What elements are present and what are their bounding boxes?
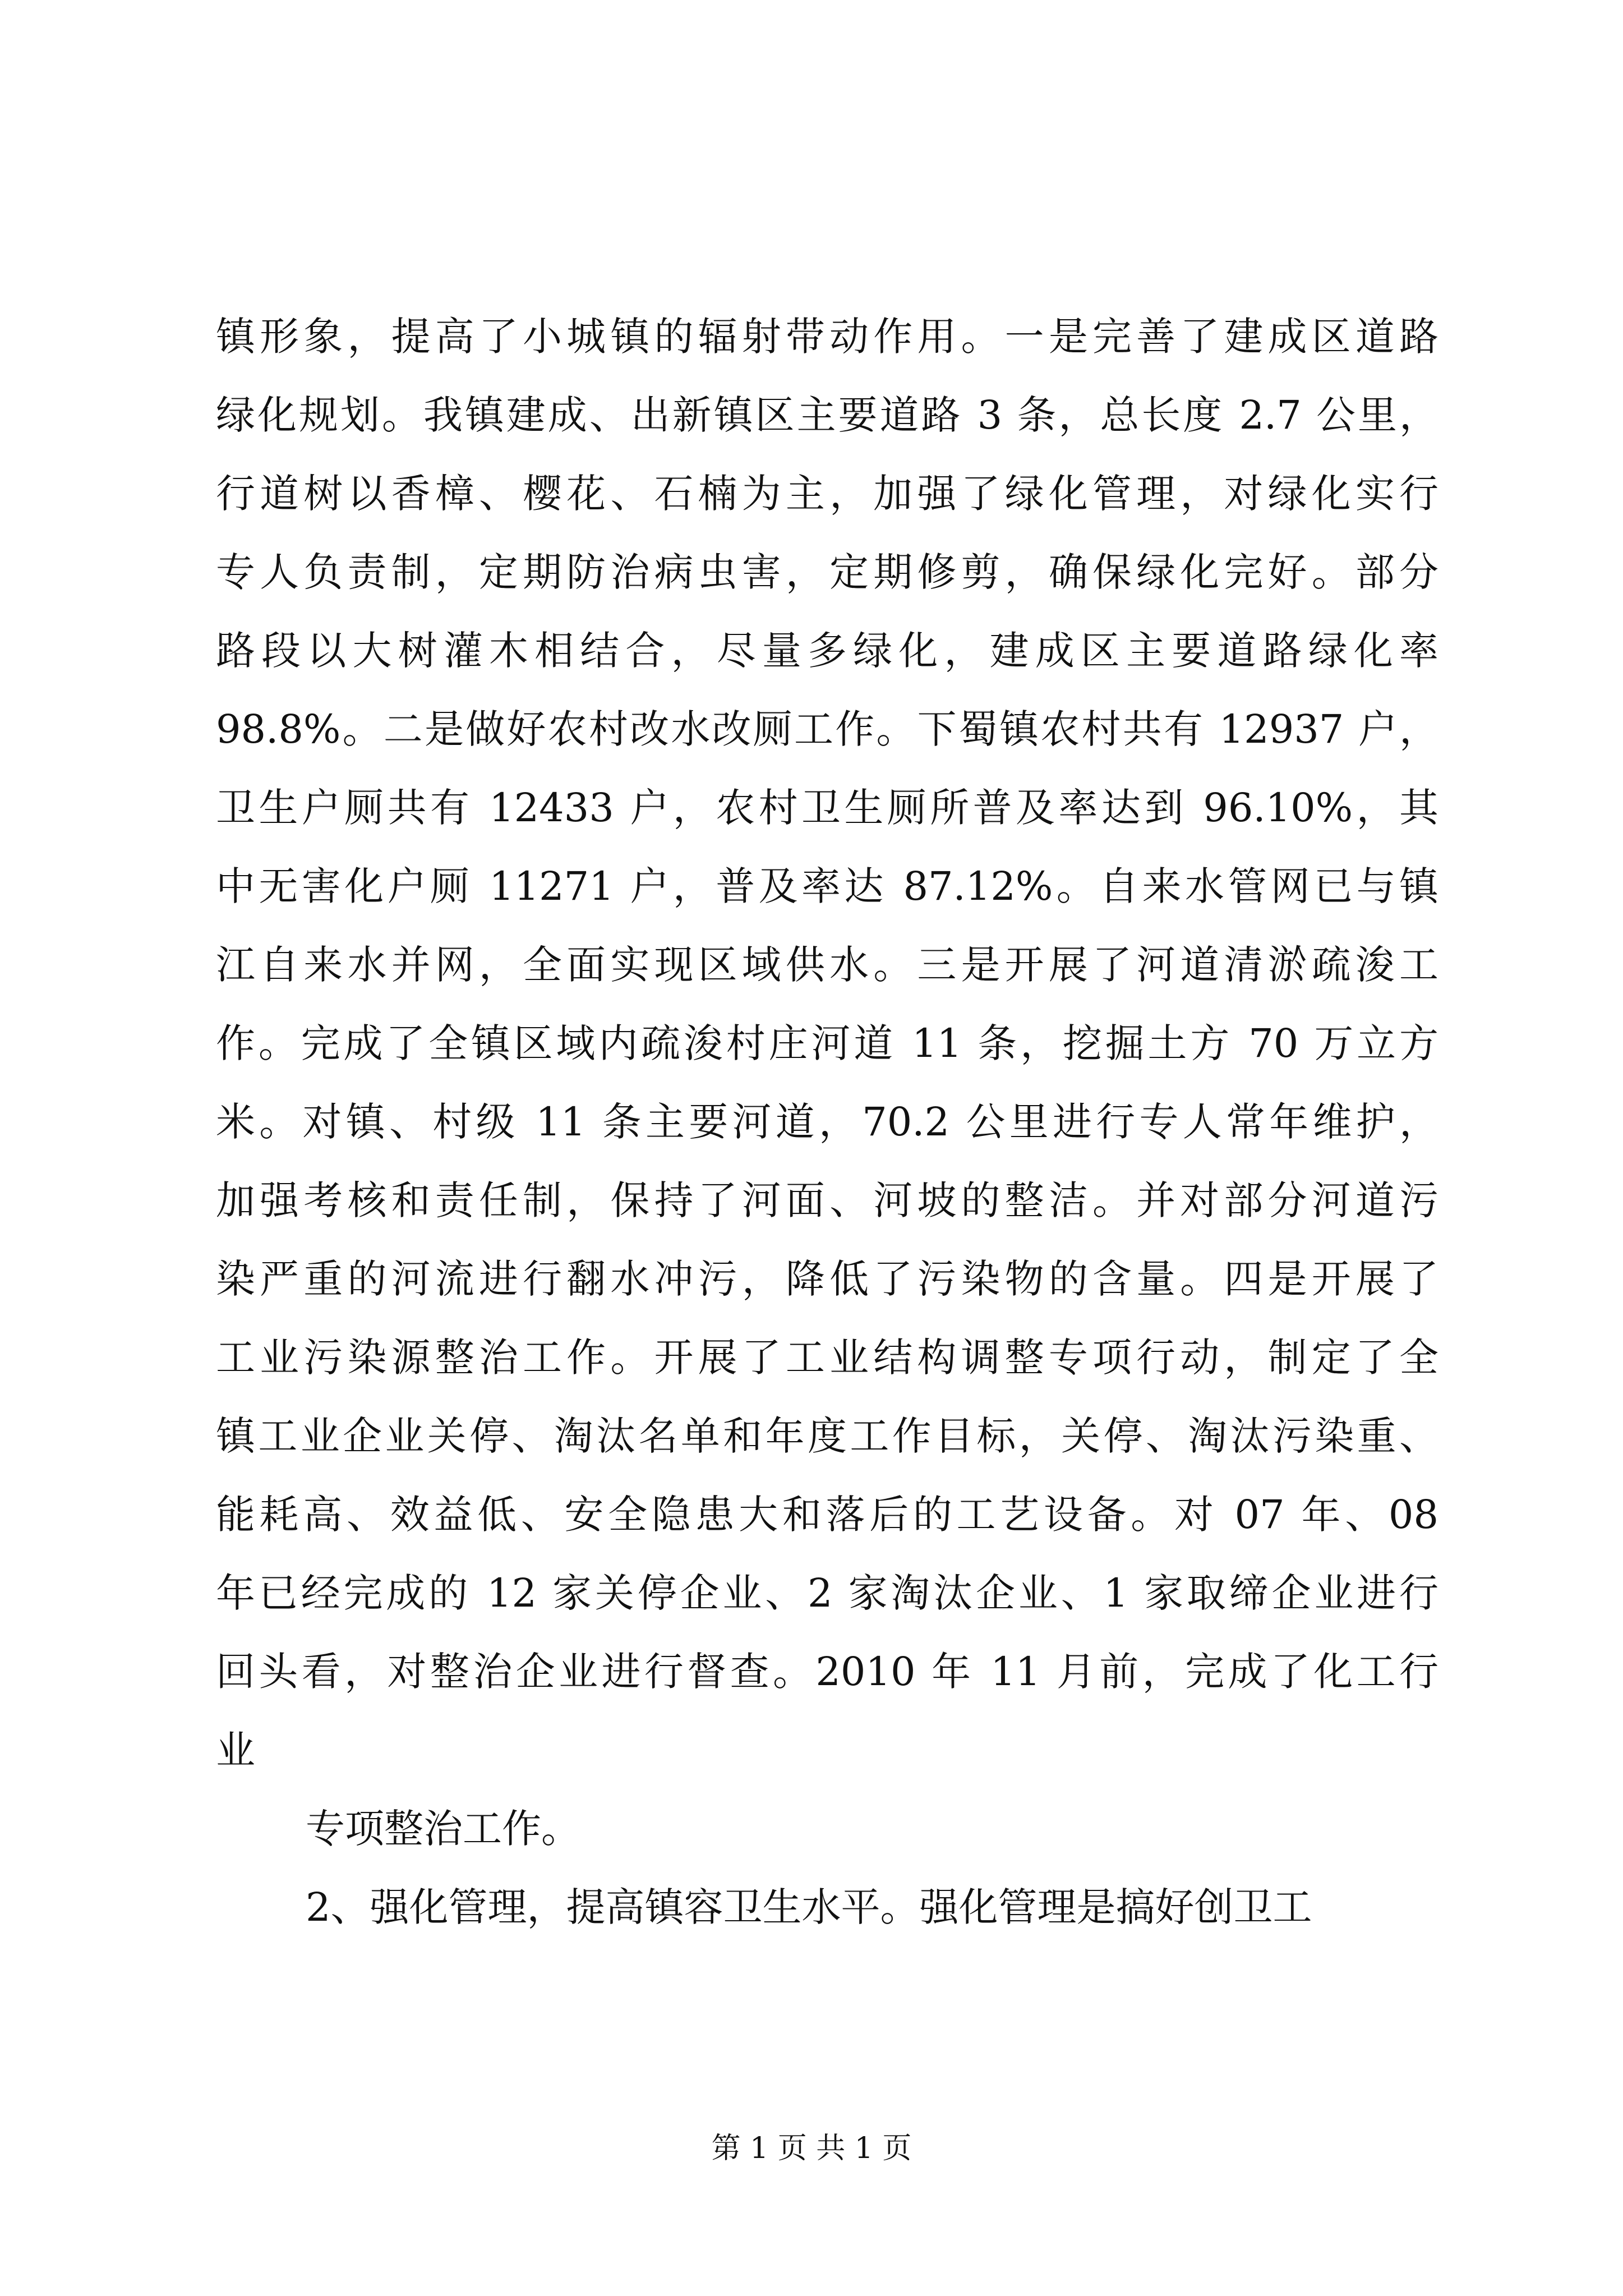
paragraph-line: 能耗高、效益低、安全隐患大和落后的工艺设备。对 07 年、08 bbox=[216, 1492, 1438, 1538]
paragraph-line: 染严重的河流进行翻水冲污，降低了污染物的含量。四是开展了 bbox=[216, 1256, 1438, 1302]
paragraph-line: 镇工业企业关停、淘汰名单和年度工作目标，关停、淘汰污染重、 bbox=[216, 1413, 1438, 1459]
paragraph-line: 加强考核和责任制，保持了河面、河坡的整洁。并对部分河道污 bbox=[216, 1177, 1438, 1223]
paragraph-line: 回头看，对整治企业进行督查。2010 年 11 月前，完成了化工行 bbox=[216, 1649, 1438, 1695]
body-text bbox=[216, 297, 1438, 1947]
page-footer: 第 1 页 共 1 页 bbox=[711, 2132, 912, 2165]
paragraph-line: 中无害化户厕 11271 户，普及率达 87.12%。自来水管网已与镇 bbox=[216, 863, 1438, 909]
paragraph-line: 卫生户厕共有 12433 户，农村卫生厕所普及率达到 96.10%，其 bbox=[216, 785, 1438, 831]
paragraph-line: 工业污染源整治工作。开展了工业结构调整专项行动，制定了全 bbox=[216, 1335, 1438, 1381]
paragraph-line: 作。完成了全镇区域内疏浚村庄河道 11 条，挖掘土方 70 万立方 bbox=[216, 1020, 1438, 1066]
paragraph-line: 米。对镇、村级 11 条主要河道，70.2 公里进行专人常年维护， bbox=[216, 1099, 1438, 1145]
paragraph-line: 98.8%。二是做好农村改水改厕工作。下蜀镇农村共有 12937 户， bbox=[216, 706, 1438, 752]
paragraph-line: 江自来水并网，全面实现区域供水。三是开展了河道清淤疏浚工 bbox=[216, 942, 1438, 988]
paragraph-line: 路段以大树灌木相结合，尽量多绿化，建成区主要道路绿化率 bbox=[216, 628, 1438, 674]
paragraph-line: 专项整治工作。 bbox=[306, 1806, 580, 1852]
paragraph-line: 2、强化管理，提高镇容卫生水平。强化管理是搞好创卫工 bbox=[306, 1884, 1312, 1930]
paragraph-line: 业 bbox=[216, 1727, 255, 1773]
paragraph-line: 镇形象，提高了小城镇的辐射带动作用。一是完善了建成区道路 bbox=[216, 314, 1438, 360]
paragraph-line: 年已经完成的 12 家关停企业、2 家淘汰企业、1 家取缔企业进行 bbox=[216, 1570, 1438, 1616]
paragraph-line: 专人负责制，定期防治病虫害，定期修剪，确保绿化完好。部分 bbox=[216, 549, 1438, 595]
paragraph-line: 行道树以香樟、樱花、石楠为主，加强了绿化管理，对绿化实行 bbox=[216, 471, 1438, 517]
paragraph-line: 绿化规划。我镇建成、出新镇区主要道路 3 条，总长度 2.7 公里， bbox=[216, 392, 1438, 438]
